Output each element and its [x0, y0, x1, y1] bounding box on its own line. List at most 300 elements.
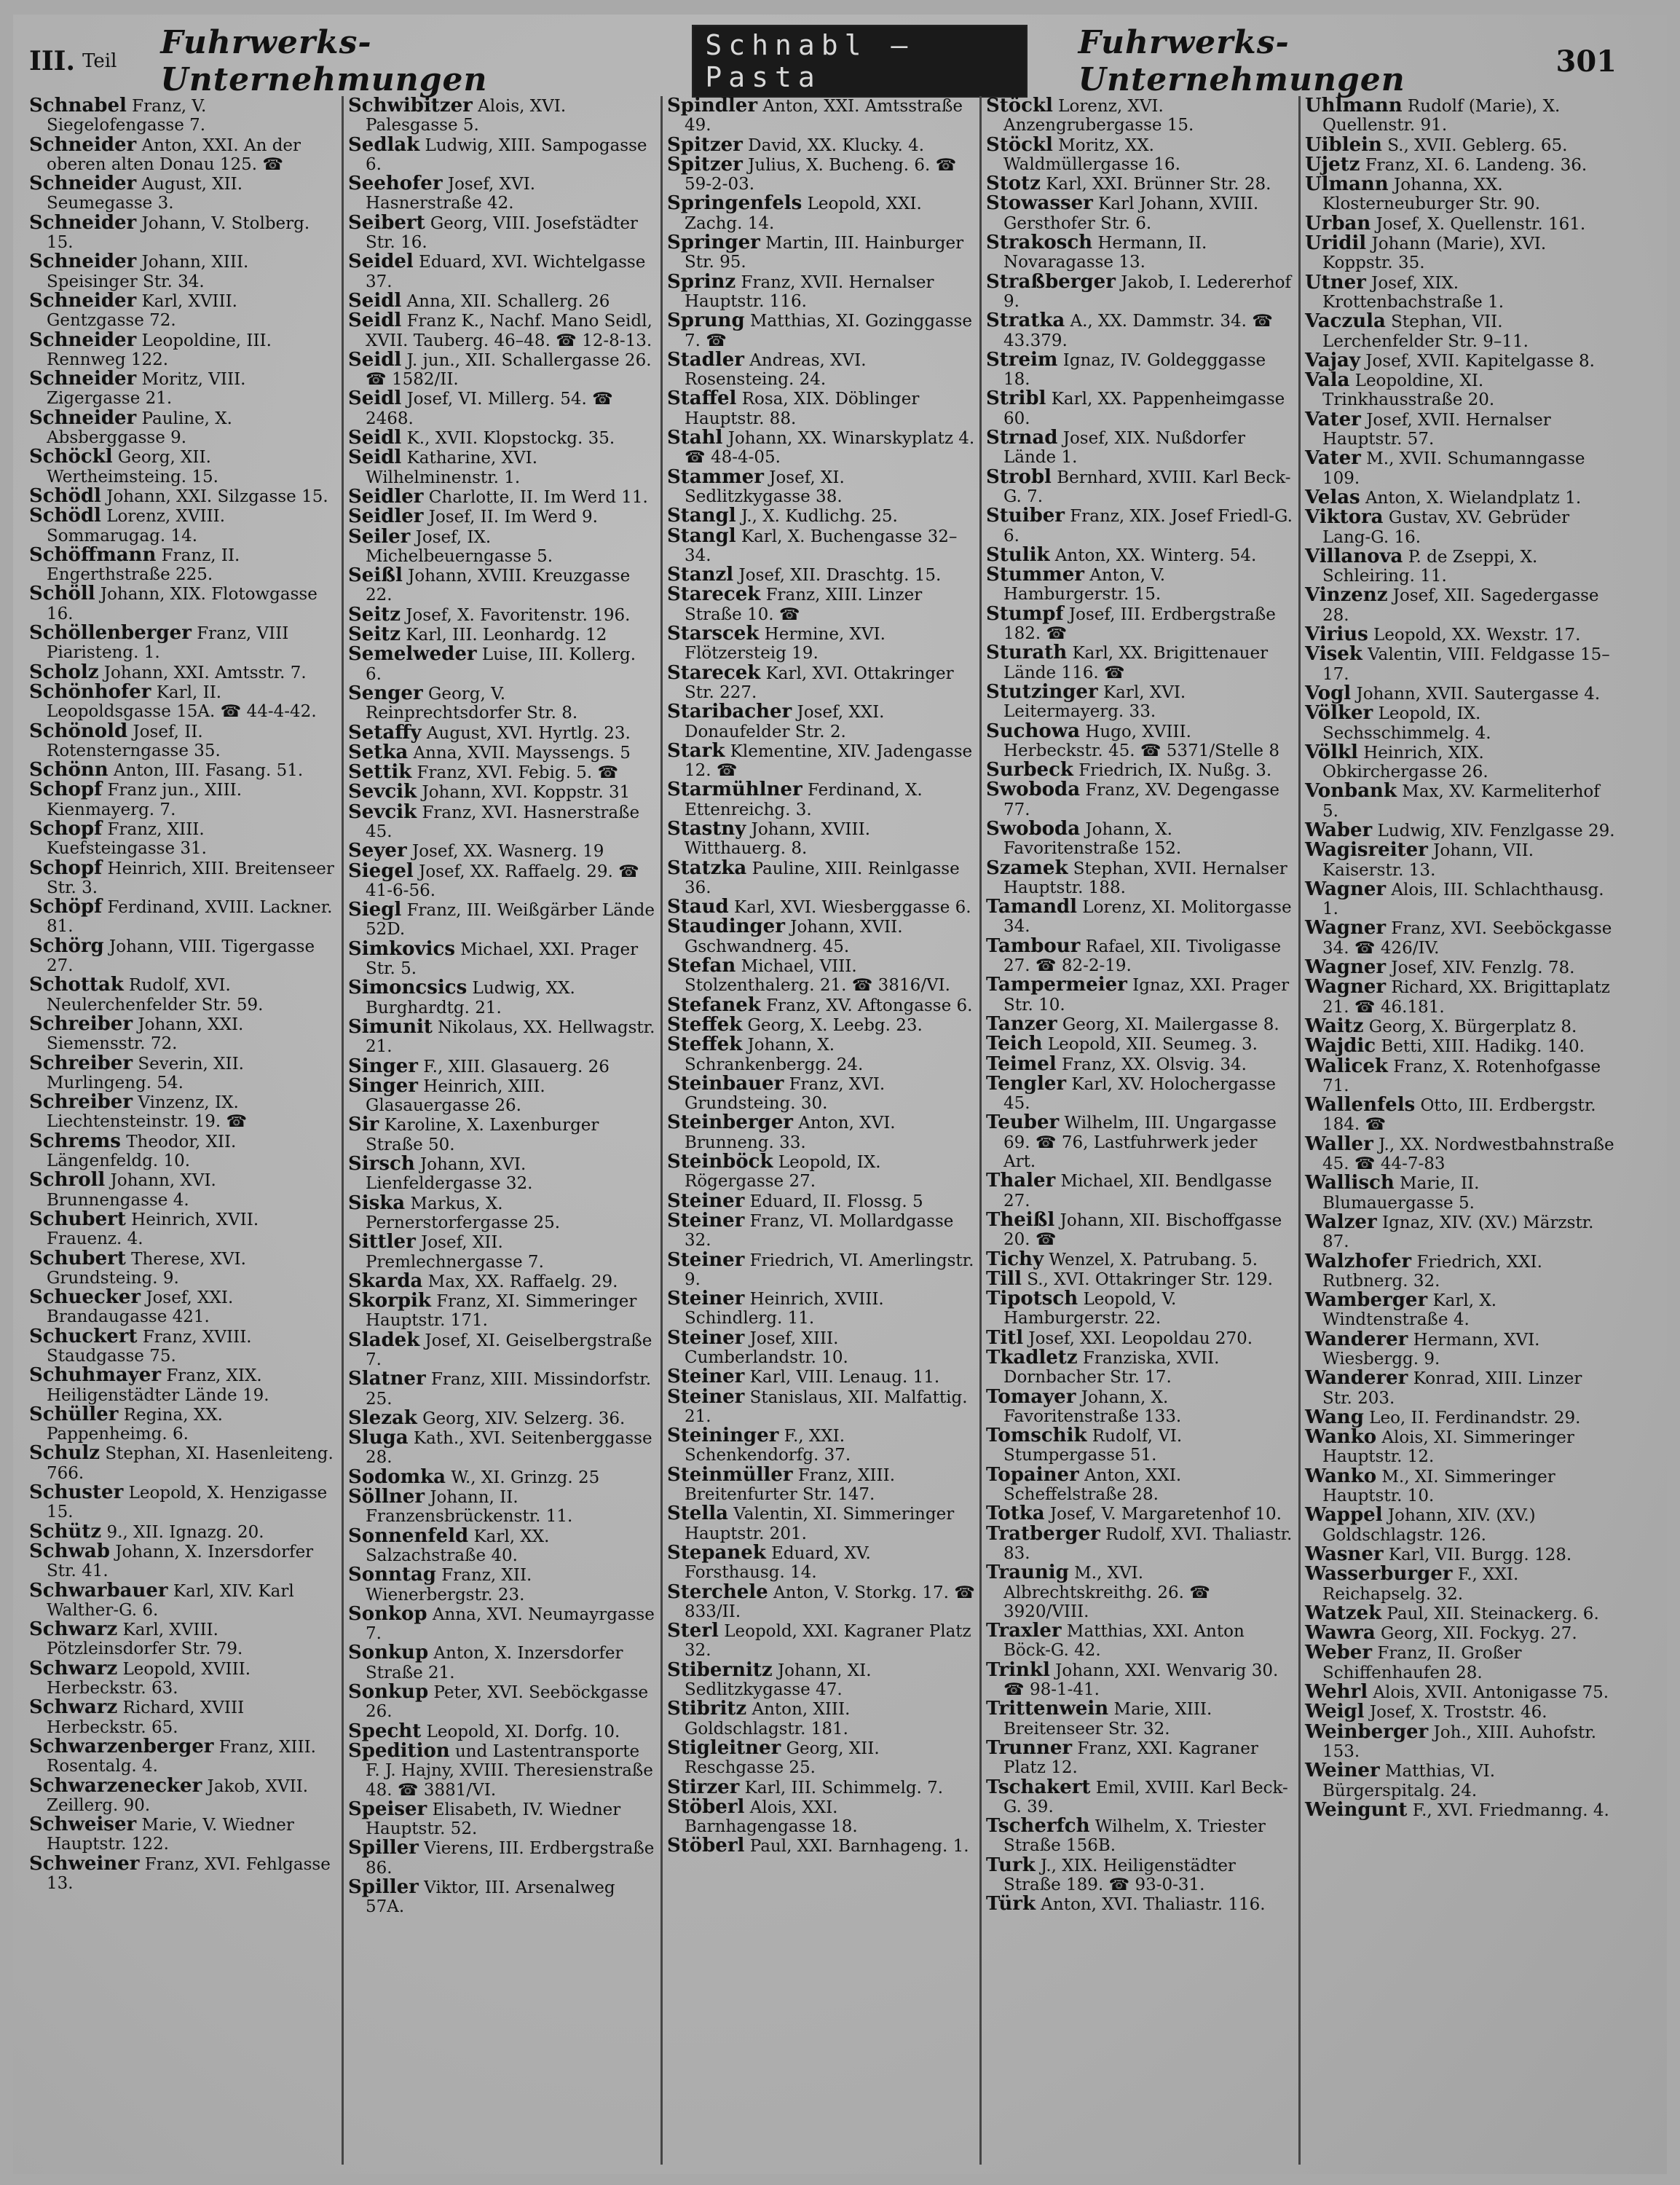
entry-surname: Söllner	[348, 1486, 425, 1508]
entry-details: Josef, VI. Millerg. 54. ☎ 2468.	[366, 390, 613, 428]
directory-entry	[348, 389, 656, 428]
entry-details: Georg, XII. Wertheimsteing. 15.	[47, 448, 218, 487]
entry-surname: Tamandl	[986, 896, 1078, 918]
entry-surname: Stribl	[986, 387, 1046, 410]
entry-details: J., X. Kudlichg. 25.	[736, 507, 898, 527]
entry-details: Franz, XIX. Josef Friedl-G. 6.	[1003, 507, 1293, 546]
entry-details: Stephan, XI. Hasenleiteng. 766.	[47, 1444, 334, 1483]
entry-surname: Stöberl	[667, 1835, 745, 1857]
entry-details: Franz, V. Siegelofengasse 7.	[47, 97, 207, 135]
entry-surname: Sodomka	[348, 1465, 446, 1488]
entry-surname: Tampermeier	[986, 974, 1127, 996]
entry-details: August, XII. Seumegasse 3.	[47, 175, 243, 213]
entry-details: Johann, XVII. Gschwandnerg. 45.	[685, 918, 903, 956]
directory-entry	[1305, 1702, 1615, 1722]
directory-entry	[29, 780, 337, 819]
entry-details: Johann, X. Favoritenstraße 152.	[1003, 819, 1182, 859]
entry-surname: Sonkup	[348, 1642, 429, 1664]
entry-details: Josef, XXI. Brandaugasse 421.	[47, 1288, 234, 1327]
entry-details: Eduard, XVI. Wichtelgasse 37.	[366, 253, 646, 291]
directory-entry	[348, 487, 656, 507]
directory-entry	[986, 1504, 1294, 1524]
entry-surname: Schörg	[29, 934, 104, 957]
entry-details: Rudolf, VI. Stumpergasse 51.	[1003, 1427, 1183, 1465]
directory-entry	[1305, 782, 1615, 821]
entry-details: Marie, XIII. Breitenseer Str. 32.	[1003, 1700, 1212, 1739]
entry-details: Vierens, III. Erdbergstraße 86.	[366, 1839, 655, 1878]
entry-details: Josef, V. Margaretenhof 10.	[1044, 1505, 1282, 1524]
directory-entry	[667, 506, 975, 526]
directory-entry	[667, 1658, 975, 1700]
entry-surname: Stanzl	[667, 564, 734, 586]
directory-entry	[986, 859, 1294, 898]
directory-entry	[348, 841, 656, 861]
entry-surname: Stadler	[667, 348, 744, 371]
entry-details: Georg, XI. Mailergasse 8.	[1057, 1015, 1279, 1034]
entry-details: Georg, XII. Fockyg. 27.	[1375, 1624, 1577, 1644]
entry-surname: Wappel	[1305, 1504, 1383, 1527]
entry-surname: Spiller	[348, 1837, 419, 1859]
directory-entry	[29, 1405, 337, 1444]
entry-details: Wenzel, X. Patrubang. 5.	[1044, 1250, 1258, 1269]
directory-entry	[1305, 449, 1615, 488]
entry-details: Josef, XVII. Kapitelgasse 8.	[1360, 351, 1595, 371]
entry-surname: Seidler	[348, 485, 424, 508]
directory-entry	[986, 1250, 1294, 1269]
entry-surname: Straßberger	[986, 270, 1116, 293]
directory-entry	[348, 1115, 656, 1154]
entry-surname: Schwarzenecker	[29, 1774, 202, 1797]
directory-entry	[986, 819, 1294, 859]
directory-entry	[667, 819, 975, 859]
entry-details: Josef, II. Rotensterngasse 35.	[47, 722, 221, 760]
entry-surname: Schrems	[29, 1130, 121, 1152]
entry-surname: Stefanek	[667, 993, 761, 1016]
entry-details: Franz, XI. 6. Landeng. 36.	[1360, 155, 1588, 175]
entry-details: M., XVII. Schumanngasse 109.	[1322, 449, 1585, 488]
entry-details: Karl, XVI. Leitermayerg. 33.	[1003, 682, 1186, 722]
directory-entry	[667, 272, 975, 312]
directory-entry	[348, 1682, 656, 1722]
entry-details: Johann, XIV. (XV.) Goldschlagstr. 126.	[1322, 1506, 1536, 1545]
entry-details: Franz, XII. Wienerbergstr. 23.	[366, 1566, 532, 1605]
directory-entry	[29, 291, 337, 331]
directory-entry	[667, 1543, 975, 1583]
directory-entry	[986, 1426, 1294, 1465]
directory-entry	[667, 1387, 975, 1427]
entry-details: Eduard, XV. Forsthausg. 14.	[685, 1543, 871, 1583]
entry-surname: Tscherfch	[986, 1815, 1090, 1838]
entry-details: S., XVII. Geblerg. 65.	[1381, 135, 1568, 155]
directory-entry	[986, 311, 1294, 350]
directory-entry	[667, 702, 975, 741]
entry-surname: Schwarz	[29, 1657, 118, 1680]
entry-details: Leopold, IX. Rögergasse 27.	[685, 1153, 881, 1192]
directory-entry	[986, 565, 1294, 605]
directory-entry	[348, 1194, 656, 1233]
entry-details: Franz, XIX. Heiligenstädter Lände 19.	[47, 1366, 269, 1405]
entry-surname: Steinböck	[667, 1151, 773, 1173]
entry-surname: Steiner	[667, 1366, 745, 1388]
directory-entry	[986, 272, 1294, 312]
entry-surname: Wasserburger	[1305, 1563, 1453, 1586]
directory-entry	[986, 682, 1294, 722]
entry-surname: Starecek	[667, 661, 761, 684]
entry-surname: Stutzinger	[986, 680, 1098, 703]
entry-surname: Tomayer	[986, 1385, 1076, 1408]
entry-details: Georg, X. Leebg. 23.	[742, 1015, 923, 1035]
directory-entry	[348, 1057, 656, 1076]
directory-entry	[667, 465, 975, 507]
entry-surname: Teich	[986, 1033, 1043, 1055]
entry-surname: Schneider	[29, 173, 137, 195]
entry-surname: Sladek	[348, 1328, 420, 1351]
entry-details: Anton, XXI. Amtsstraße 49.	[685, 97, 963, 135]
entry-details: Karl, VII. Burgg. 128.	[1383, 1545, 1572, 1564]
directory-entry	[667, 897, 975, 917]
entry-surname: Titl	[986, 1326, 1024, 1349]
entry-surname: Staribacher	[667, 701, 792, 723]
entry-surname: Tkadletz	[986, 1347, 1078, 1369]
entry-surname: Uiblein	[1305, 133, 1382, 156]
directory-entry	[667, 1113, 975, 1152]
directory-entry	[29, 174, 337, 213]
directory-entry	[348, 1741, 656, 1800]
directory-entry	[667, 1367, 975, 1387]
directory-entry	[667, 565, 975, 585]
directory-entry	[29, 1737, 337, 1776]
entry-surname: Schöpf	[29, 896, 103, 918]
directory-entry	[348, 1838, 656, 1878]
entry-surname: Stahl	[667, 427, 723, 449]
entry-details: Rosa, XIX. Döblinger Hauptstr. 88.	[685, 390, 920, 428]
entry-details: Martin, III. Hainburger Str. 95.	[685, 234, 964, 272]
entry-details: Alois, XI. Simmeringer Hauptstr. 12.	[1322, 1428, 1574, 1467]
directory-entry	[986, 1563, 1294, 1621]
entry-surname: Seidel	[348, 251, 414, 273]
entry-details: Karl, X. Windtenstraße 4.	[1322, 1291, 1497, 1330]
directory-entry	[1305, 508, 1615, 547]
entry-details: Katharine, XVI. Wilhelminenstr. 1.	[366, 449, 538, 487]
entry-details: Anton, XIII. Goldschlagstr. 181.	[685, 1700, 851, 1739]
directory-entry	[348, 1017, 656, 1057]
directory-entry	[1305, 351, 1615, 371]
directory-entry	[29, 369, 337, 409]
entry-details: Heinrich, XIII. Glasauergasse 26.	[366, 1076, 545, 1116]
directory-entry	[667, 1015, 975, 1035]
directory-entry	[29, 1012, 337, 1054]
entry-surname: Trunner	[986, 1736, 1073, 1759]
directory-entry	[1305, 155, 1615, 175]
directory-entry	[986, 1856, 1294, 1895]
entry-surname: Schweiser	[29, 1814, 137, 1836]
directory-entry	[348, 1643, 656, 1682]
entry-details: Johann, XXI. Amtsstr. 7.	[98, 663, 307, 682]
directory-entry	[667, 155, 975, 194]
entry-details: Betti, XIII. Hadikg. 140.	[1376, 1037, 1585, 1057]
entry-details: Georg, V. Reinprechtsdorfer Str. 8.	[366, 684, 578, 723]
entry-details: Johann (Marie), XVI. Koppstr. 35.	[1322, 235, 1547, 273]
entry-details: Pauline, X. Absberggasse 9.	[47, 409, 232, 448]
directory-entry	[1305, 1761, 1615, 1800]
entry-details: 9., XII. Ignazg. 20.	[101, 1522, 264, 1542]
entry-details: Otto, III. Erdbergstr. 184. ☎	[1322, 1096, 1596, 1135]
directory-entry	[986, 1113, 1294, 1171]
directory-entry	[1305, 684, 1615, 704]
entry-surname: Schopf	[29, 779, 103, 801]
directory-entry	[667, 780, 975, 819]
directory-entry	[986, 1289, 1294, 1328]
entry-surname: Steffek	[667, 1034, 743, 1056]
directory-entry	[348, 859, 656, 901]
entry-surname: Stöckl	[986, 96, 1053, 117]
entry-details: Paul, XXI. Barnhageng. 1.	[744, 1837, 969, 1857]
entry-surname: Semelweder	[348, 643, 477, 666]
directory-entry	[667, 1836, 975, 1856]
entry-details: Ignaz, XIV. (XV.) Märzstr. 87.	[1322, 1213, 1594, 1252]
entry-surname: Springenfels	[667, 192, 802, 215]
entry-surname: Spitzer	[667, 153, 743, 176]
entry-surname: Steinberger	[667, 1111, 793, 1134]
entry-surname: Steiner	[667, 1385, 745, 1408]
directory-entry	[29, 135, 337, 175]
entry-surname: Stummer	[986, 564, 1084, 586]
entry-surname: Steinmüller	[667, 1463, 793, 1486]
directory-page	[13, 15, 1667, 2174]
entry-surname: Strakosch	[986, 232, 1093, 254]
entry-surname: Schönhofer	[29, 680, 151, 703]
entry-details: Josef, IX. Michelbeuerngasse 5.	[366, 527, 553, 566]
entry-details: Johanna, XX. Klosterneuburger Str. 90.	[1322, 176, 1541, 214]
entry-details: Johann, XX. Winarskyplatz 4. ☎ 48-4-05.	[685, 429, 975, 468]
directory-entry	[348, 1269, 656, 1292]
entry-surname: Stirzer	[667, 1776, 740, 1798]
entry-details: Johann, XVI. Brunnengasse 4.	[47, 1171, 216, 1210]
directory-entry	[986, 1524, 1294, 1564]
entry-surname: Ujetz	[1305, 153, 1360, 176]
entry-surname: Teimel	[986, 1052, 1057, 1075]
entry-surname: Schneider	[29, 289, 137, 312]
entry-details: Karl, XVI. Ottakringer Str. 227.	[685, 664, 954, 702]
entry-surname: Schopf	[29, 857, 103, 879]
directory-entry	[667, 1778, 975, 1798]
directory-entry	[348, 252, 656, 291]
entry-surname: Vater	[1305, 408, 1361, 430]
entry-details: Franz, XVI. Grundsteing. 30.	[685, 1074, 886, 1114]
directory-entry	[348, 1328, 656, 1370]
entry-surname: Vala	[1305, 369, 1350, 392]
entry-surname: Schottak	[29, 974, 124, 996]
directory-entry	[667, 233, 975, 272]
directory-entry	[667, 1189, 975, 1212]
directory-entry	[667, 917, 975, 956]
entry-surname: Watzek	[1305, 1602, 1382, 1624]
entry-details: Hugo, XVIII. Herbeckstr. 45. ☎ 5371/Stelle 8	[1003, 722, 1279, 760]
directory-entry	[1305, 1643, 1615, 1682]
directory-entry	[29, 1854, 337, 1894]
directory-entry	[986, 389, 1294, 428]
entry-surname: Vater	[1305, 447, 1361, 470]
entry-surname: Schnabel	[29, 96, 127, 117]
entry-details: Julius, X. Bucheng. 6. ☎ 59-2-03.	[685, 155, 957, 194]
directory-entry	[348, 723, 656, 743]
entry-details: Franz, II. Engerthstraße 225.	[47, 546, 240, 585]
entry-surname: Seißl	[348, 564, 403, 587]
entry-surname: Wanko	[1305, 1465, 1377, 1487]
entry-surname: Seitz	[348, 603, 401, 626]
entry-surname: Stangl	[667, 524, 736, 547]
directory-entry	[667, 585, 975, 624]
directory-entry	[667, 1795, 975, 1837]
entry-surname: Tanzer	[986, 1012, 1057, 1035]
directory-entry	[986, 96, 1294, 135]
entry-details: Alois, XXI. Barnhagengasse 18.	[685, 1798, 858, 1837]
entry-details: S., XVI. Ottakringer Str. 129.	[1021, 1269, 1273, 1289]
entry-surname: Seidl	[348, 446, 402, 469]
entry-details: Anton, XX. Winterg. 54.	[1049, 546, 1257, 565]
entry-details: Richard, XVIII Herbeckstr. 65.	[47, 1698, 245, 1737]
entry-surname: Specht	[348, 1720, 422, 1742]
entry-details: Charlotte, II. Im Werd 11.	[423, 487, 648, 507]
entry-surname: Staudinger	[667, 916, 785, 938]
entry-surname: Schneider	[29, 211, 137, 234]
directory-entry	[667, 524, 975, 566]
entry-surname: Tichy	[986, 1248, 1044, 1270]
directory-entry	[29, 1522, 337, 1542]
entry-details: Josef, XIX. Nußdorfer Lände 1.	[1003, 429, 1245, 468]
entry-details: Georg, X. Bürgerplatz 8.	[1363, 1017, 1577, 1036]
entry-details: Hermann, II. Novaragasse 13.	[1003, 234, 1207, 272]
entry-details: Vinzenz, IX. Liechtensteinstr. 19. ☎	[47, 1093, 248, 1132]
directory-entry	[986, 1699, 1294, 1739]
entry-surname: Waber	[1305, 819, 1373, 841]
directory-entry	[348, 96, 656, 135]
directory-entry	[29, 1444, 337, 1483]
directory-entry	[29, 682, 337, 722]
entry-surname: Uhlmann	[1305, 96, 1403, 117]
entry-details: Severin, XII. Murlingeng. 54.	[47, 1054, 244, 1092]
entry-surname: Stratka	[986, 310, 1065, 332]
directory-entry	[348, 684, 656, 723]
directory-entry	[348, 1428, 656, 1468]
entry-details: Leopold, V. Hamburgerstr. 22.	[1003, 1290, 1177, 1328]
entry-surname: Steiner	[667, 1189, 745, 1212]
directory-entry	[29, 1620, 337, 1659]
entry-details: Wilhelm, X. Triester Straße 156B.	[1003, 1817, 1266, 1856]
directory-entry	[29, 1366, 337, 1405]
entry-surname: Thaler	[986, 1170, 1056, 1192]
entry-surname: Stöberl	[667, 1795, 745, 1818]
entry-details: David, XX. Klucky. 4.	[742, 135, 925, 155]
directory-entry	[348, 1465, 656, 1488]
directory-entry	[1305, 1505, 1615, 1545]
entry-details: J. jun., XII. Schallergasse 26. ☎ 1582/II.	[366, 350, 652, 390]
entry-details: Josef, XXI. Donaufelder Str. 2.	[685, 703, 885, 741]
entry-surname: Tipotsch	[986, 1288, 1078, 1310]
entry-surname: Seidl	[348, 387, 402, 410]
directory-entry	[29, 406, 337, 448]
entry-surname: Trittenwein	[986, 1698, 1109, 1720]
entry-details: Marie, V. Wiedner Hauptstr. 122.	[47, 1816, 294, 1854]
directory-entry	[1305, 1467, 1615, 1506]
directory-entry	[1305, 1369, 1615, 1408]
directory-entry	[29, 1249, 337, 1288]
entry-details: Josef, II. Im Werd 9.	[423, 508, 598, 527]
directory-entry	[986, 350, 1294, 390]
directory-entry	[29, 1698, 337, 1737]
directory-entry	[986, 1328, 1294, 1348]
page-header	[29, 24, 1617, 98]
entry-surname: Schuhmayer	[29, 1364, 162, 1387]
directory-entry	[348, 291, 656, 311]
entry-surname: Starscek	[667, 623, 760, 645]
entry-details: M., XVI. Albrechtskreithg. 26. ☎ 3920/VIII.	[1003, 1564, 1210, 1621]
entry-surname: Seidler	[348, 505, 424, 528]
entry-details: Valentin, XI. Simmeringer Hauptstr. 201.	[685, 1505, 955, 1543]
directory-entry	[1305, 1291, 1615, 1330]
directory-entry	[348, 645, 656, 684]
directory-entry	[29, 543, 337, 585]
entry-details: Max, XX. Raffaelg. 29.	[422, 1272, 618, 1291]
entry-details: Hermann, XVI. Wiesbergg. 9.	[1322, 1330, 1540, 1369]
entry-surname: Sluga	[348, 1427, 409, 1449]
entry-details: Eduard, II. Flossg. 5	[744, 1192, 923, 1211]
directory-entry	[667, 389, 975, 428]
entry-details: Michael, XXI. Prager Str. 5.	[366, 940, 639, 979]
entry-surname: Stotz	[986, 173, 1041, 195]
directory-entry	[1305, 918, 1615, 958]
entry-details: Johann, II. Franzensbrückenstr. 11.	[366, 1488, 573, 1527]
entry-details: Franz, XX. Olsvig. 34.	[1056, 1055, 1247, 1074]
directory-entry	[1305, 1330, 1615, 1369]
entry-surname: Vogl	[1305, 682, 1352, 704]
entry-surname: Urban	[1305, 212, 1371, 235]
entry-surname: Seitz	[348, 623, 401, 646]
entry-surname: Wang	[1305, 1406, 1364, 1428]
directory-entry	[1305, 821, 1615, 840]
directory-entry	[348, 1487, 656, 1527]
entry-surname: Seidl	[348, 348, 402, 371]
directory-entry	[667, 350, 975, 390]
entry-details: Karl, III. Schimmelg. 7.	[739, 1778, 944, 1798]
directory-entry	[348, 1602, 656, 1644]
entry-details: Ludwig, XIII. Sampogasse 6.	[366, 135, 647, 174]
entry-surname: Steininger	[667, 1425, 779, 1447]
entry-surname: Stöckl	[986, 133, 1053, 156]
entry-details: Karl, XX. Pappenheimgasse 60.	[1003, 390, 1285, 428]
directory-entry	[986, 1171, 1294, 1210]
entry-surname: Seibert	[348, 211, 425, 234]
entry-details: Alois, XVI. Palesgasse 5.	[366, 97, 567, 135]
directory-entry	[348, 350, 656, 390]
directory-entry	[1305, 704, 1615, 743]
directory-entry	[667, 1289, 975, 1328]
entry-details: Joh., XIII. Auhofstr. 153.	[1322, 1723, 1597, 1761]
entry-details: Ludwig, XIV. Fenzlgasse 29.	[1372, 821, 1615, 840]
entry-surname: Schneider	[29, 368, 137, 390]
directory-entry	[986, 1012, 1294, 1035]
entry-details: Franz, VIII Piaristeng. 1.	[47, 624, 289, 663]
entry-surname: Sevcik	[348, 800, 417, 823]
entry-details: Rudolf, XVI. Neulerchenfelder Str. 59.	[47, 976, 264, 1015]
entry-details: Johann, XVI. Lienfeldergasse 32.	[366, 1155, 533, 1194]
entry-details: Josef, X. Favoritenstr. 196.	[400, 605, 631, 625]
directory-entry	[29, 722, 337, 761]
entry-details: Matthias, XXI. Anton Böck-G. 42.	[1003, 1622, 1245, 1661]
directory-entry	[348, 978, 656, 1017]
directory-entry	[986, 1778, 1294, 1817]
entry-details: Johann, V. Stolberg. 15.	[47, 213, 310, 253]
